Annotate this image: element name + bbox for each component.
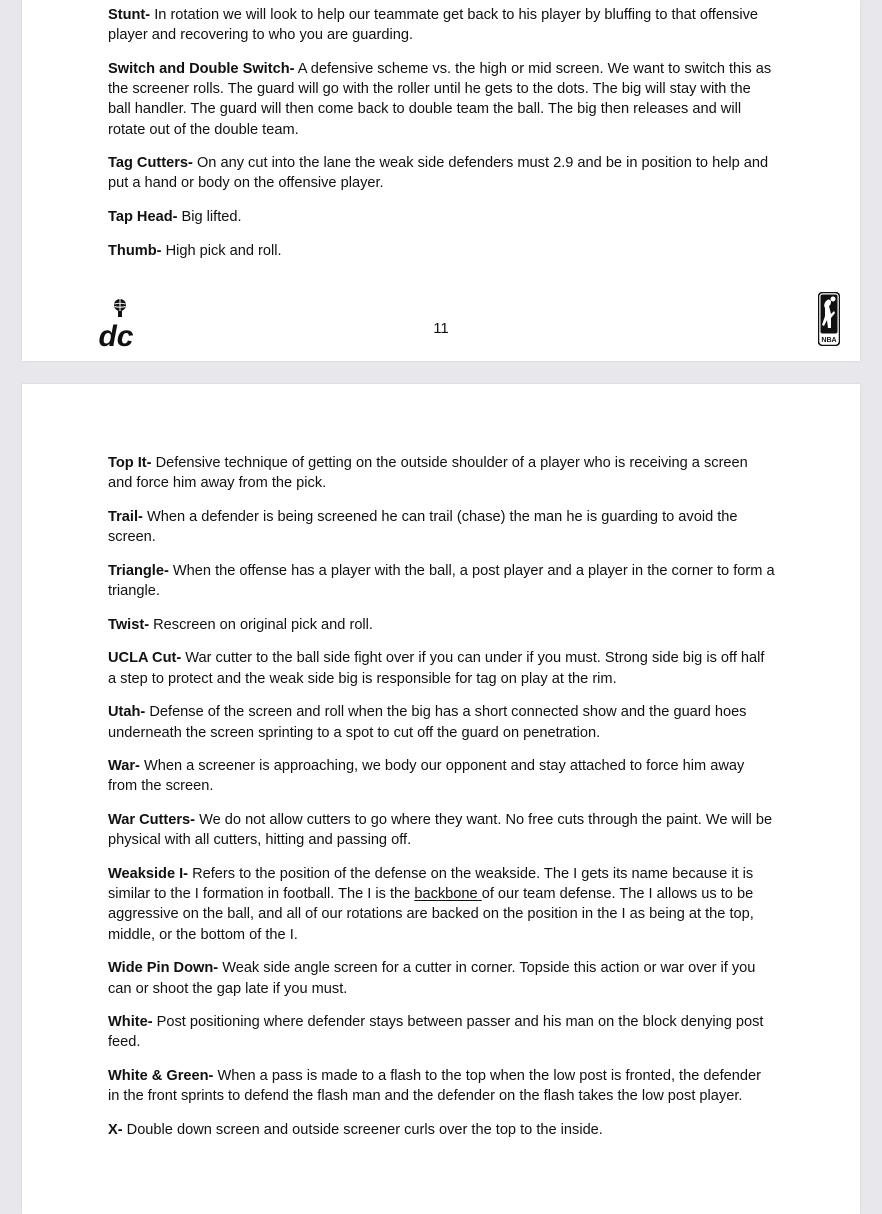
glossary-entry [108, 5, 776, 45]
glossary-term: UCLA Cut- [108, 650, 182, 667]
glossary-definition: Post positioning where defender stays between passer and his man on the block denying post feed. [108, 1014, 764, 1051]
glossary-term: Trail- [108, 508, 143, 525]
glossary-term: Thumb- [108, 242, 162, 259]
glossary-entry [108, 561, 776, 601]
glossary-term: Weakside I- [108, 866, 189, 883]
glossary-entry [108, 1120, 776, 1140]
glossary-term: X- [108, 1122, 123, 1139]
glossary-section-bottom [108, 453, 776, 1154]
glossary-term: Tag Cutters- [108, 155, 193, 172]
glossary-definition: When the offense has a player with the ball, a post player and a player in the corner to form a triangle. [108, 562, 775, 600]
glossary-definition: Rescreen on original pick and roll. [153, 616, 373, 633]
document-page-11 [22, 0, 860, 361]
nba-logo [818, 292, 840, 346]
glossary-definition: On any cut into the lane the weak side defenders must 2.9 and be in position to help and put a hand or body on the offensive player. [108, 155, 769, 192]
glossary-definition: Defensive technique of getting on the outside shoulder of a player who is receiving a screen and force him away from the pick. [108, 455, 748, 492]
glossary-definition: A defensive scheme vs. the high or mid screen. We want to switch this as the screener rolls. The guard will go with the roller until he gets to the dots. The big will stay with the ball handler. The guard will then come back to double team the ball. The big then releases and will rotate out of the double team. [108, 60, 772, 138]
glossary-entry [108, 615, 776, 635]
glossary-entry [108, 153, 776, 193]
svg-text:NBA: NBA [821, 337, 837, 344]
glossary-section-top [108, 5, 776, 275]
glossary-entry [108, 507, 776, 547]
glossary-term: Stunt- [108, 7, 151, 23]
glossary-entry [108, 241, 776, 261]
glossary-term: White & Green- [108, 1068, 214, 1085]
glossary-definition: Weak side angle screen for a cutter in corner. Topside this action or war over if you can or shoot the gap late if you must. [108, 960, 756, 997]
glossary-entry [108, 453, 776, 493]
glossary-term: Wide Pin Down- [108, 960, 219, 977]
underlined-word: backbone [414, 886, 482, 903]
glossary-term: Utah- [108, 704, 146, 721]
glossary-entry [108, 1066, 776, 1106]
glossary-term: Top It- [108, 455, 152, 471]
glossary-entry [108, 864, 776, 945]
glossary-entry [108, 648, 776, 688]
page-number: 11 [433, 320, 449, 337]
glossary-definition: Refers to the position of the defense on the weakside. The I gets its name because it is similar to the I formation in football. The I is the backbone of our team defense. The I allows us to be aggressive on the ball, and all of our rotations are backed on the position in the I as being at the top, middle, or the bottom of the I. [108, 866, 754, 943]
glossary-definition: When a defender is being screened he can trail (chase) the man he is guarding to avoid the screen. [108, 508, 738, 546]
glossary-definition: In rotation we will look to help our teammate get back to his player by bluffing to that offensive player and recovering to who you are guarding. [108, 7, 759, 44]
glossary-definition: When a pass is made to a flash to the top when the low post is fronted, the defender in the front sprints to defend the flash man and the defender on the flash takes the low post player. [108, 1068, 762, 1105]
glossary-definition: Double down screen and outside screener curls over the top to the inside. [126, 1122, 603, 1139]
glossary-term: Twist- [108, 616, 150, 633]
glossary-entry [108, 207, 776, 227]
glossary-definition: When a screener is approaching, we body our opponent and stay attached to force him away from the screen. [108, 758, 745, 795]
glossary-entry [108, 810, 776, 850]
glossary-definition: High pick and roll. [165, 242, 282, 259]
glossary-term: War- [108, 758, 140, 775]
glossary-term: Switch and Double Switch- [108, 60, 295, 77]
glossary-entry [108, 59, 776, 140]
document-page-12 [22, 384, 860, 1214]
glossary-definition: We do not allow cutters to go where they want. No free cuts through the paint. We will be physical with all cutters, hitting and passing off. [108, 812, 773, 849]
glossary-term: Tap Head- [108, 209, 178, 226]
glossary-entry [108, 702, 776, 742]
glossary-entry [108, 1012, 776, 1052]
glossary-term: War Cutters- [108, 812, 196, 829]
glossary-definition: War cutter to the ball side fight over if you can under if you must. Strong side big is off half a step to protect and the weak side big is responsible for tag on play at the rim. [108, 650, 765, 687]
glossary-entry [108, 958, 776, 998]
svg-text:dc: dc [98, 320, 134, 350]
glossary-definition: Big lifted. [181, 209, 242, 226]
glossary-entry [108, 756, 776, 796]
glossary-term: Triangle- [108, 562, 169, 579]
glossary-term: White- [108, 1014, 153, 1031]
glossary-definition: Defense of the screen and roll when the big has a short connected show and the guard hoes underneath the screen sprinting to a spot to cut off the guard on penetration. [108, 704, 747, 741]
